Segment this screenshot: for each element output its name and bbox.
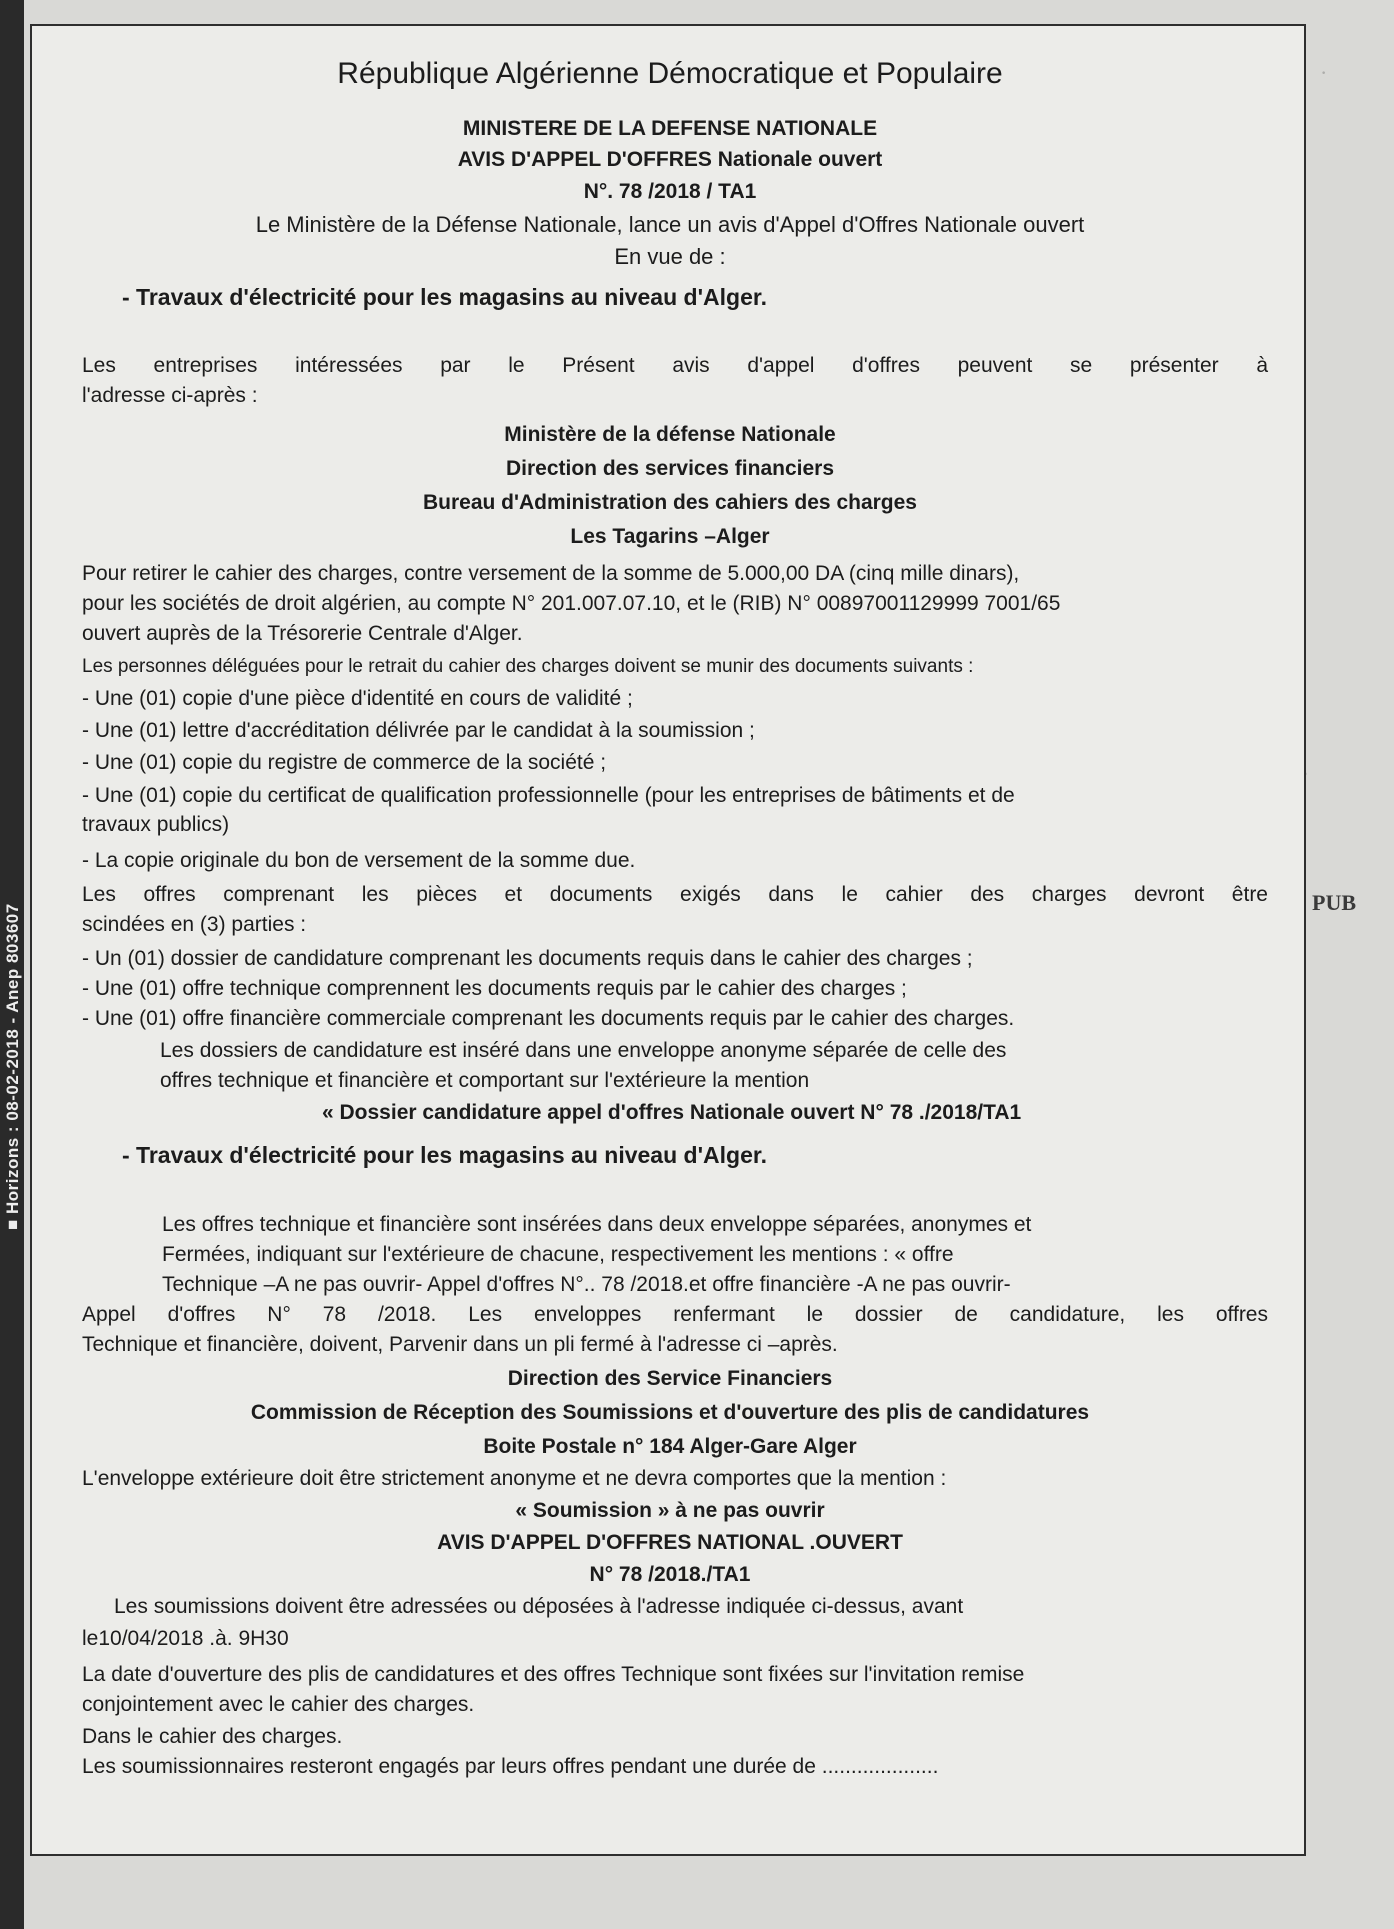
dossier-line: Les dossiers de candidature est inséré dans une enveloppe anonyme séparée de celle des (160, 1039, 1007, 1062)
address-line: Direction des services financiers (506, 457, 834, 480)
background-bleed: · (1320, 60, 1328, 85)
country-title: République Algérienne Démocratique et Populaire (337, 57, 1003, 90)
commission-title: Commission de Réception des Soumissions et d'ouverture des plis de candidatures (250, 1401, 1090, 1424)
address-line: Bureau d'Administration des cahiers des charges (423, 491, 917, 514)
side-banner-text: ■ Horizons : 08-02-2018 - Anep 803607 (3, 903, 22, 1230)
soumission-line: Les soumissions doivent être adressées ou déposées à l'adresse indiquée ci-dessus, avant (114, 1595, 964, 1618)
avis-number-2: N° 78 /2018./TA1 (589, 1563, 751, 1586)
retrait-line: ouvert auprès de la Trésorerie Centrale d'Alger. (82, 622, 523, 645)
side-banner-strip (0, 0, 24, 1929)
part-item: - Une (01) offre technique comprennent les documents requis par le cahier des charges ; (82, 977, 907, 1000)
offres-line: Les offres comprenant les pièces et documents exigés dans le cahier des charges devront être (82, 883, 1268, 906)
opening-date-line: conjointement avec le cahier des charges. (82, 1693, 475, 1716)
address-line: Ministère de la défense Nationale (504, 423, 836, 446)
address-line: Les Tagarins –Alger (570, 525, 770, 548)
doc-item: - Une (01) copie du certificat de qualification professionnelle (pour les entreprises de bâtiments et de (82, 784, 1015, 807)
dossier-line: offres technique et financière et comportant sur l'extérieure la mention (160, 1069, 810, 1092)
dossier-mention: « Dossier candidature appel d'offres Nationale ouvert N° 78 ./2018/TA1 (322, 1101, 1022, 1124)
deadline-line: le10/04/2018 .à. 9H30 (82, 1627, 289, 1650)
tender-notice (30, 24, 1306, 1856)
opening-date-line: Dans le cahier des charges. (82, 1725, 343, 1748)
offres-line-cont: scindées en (3) parties : (82, 913, 307, 936)
envelope-line: Technique et financière, doivent, Parvenir dans un pli fermé à l'adresse ci –après. (82, 1333, 838, 1356)
envelope-line: Les offres technique et financière sont insérées dans deux enveloppe séparées, anonymes et (162, 1213, 1032, 1236)
postal-box: Boite Postale n° 184 Alger-Gare Alger (483, 1435, 857, 1458)
doc-item: - Une (01) copie d'une pièce d'identité en cours de validité ; (82, 687, 633, 710)
object-line-2: - Travaux d'électricité pour les magasins au niveau d'Alger. (122, 1142, 767, 1168)
object-line: - Travaux d'électricité pour les magasins au niveau d'Alger. (122, 284, 767, 310)
ministry-title: MINISTERE DE LA DEFENSE NATIONALE (462, 117, 878, 140)
retrait-line: Pour retirer le cahier des charges, contre versement de la somme de 5.000,00 DA (cinq mille dinars), (82, 562, 1020, 585)
doc-item: - La copie originale du bon de versement de la somme due. (82, 849, 636, 872)
paragraph-1-cont: l'adresse ci-après : (82, 384, 258, 407)
envelope-exterior-line: L'enveloppe extérieure doit être strictement anonyme et ne devra comportes que la mention : (82, 1467, 947, 1490)
soumission-mention: « Soumission » à ne pas ouvrir (515, 1499, 825, 1522)
mirrored-fragment: PUB (1312, 890, 1356, 915)
doc-item: - Une (01) copie du registre de commerce de la société ; (82, 751, 607, 774)
envelope-line: Fermées, indiquant sur l'extérieure de chacune, respectivement les mentions : « offre (162, 1243, 954, 1266)
part-item: - Un (01) dossier de candidature comprenant les documents requis dans le cahier des charges ; (82, 947, 973, 970)
avis-title: AVIS D'APPEL D'OFFRES Nationale ouvert (457, 148, 883, 171)
retrait-line: pour les sociétés de droit algérien, au compte N° 201.007.07.10, et le (RIB) N° 00897001129999 7001/65 (82, 592, 1061, 615)
delegues-line: Les personnes déléguées pour le retrait du cahier des charges doivent se munir des documents suivants : (82, 656, 974, 677)
doc-item: travaux publics) (82, 813, 230, 836)
last-line: Les soumissionnaires resteront engagés par leurs offres pendant une durée de .................... (82, 1755, 939, 1778)
paragraph-1: Les entreprises intéressées par le Présent avis d'appel d'offres peuvent se présenter à (82, 354, 1268, 377)
en-vue-de: En vue de : (614, 244, 726, 269)
doc-item: - Une (01) lettre d'accréditation délivrée par le candidat à la soumission ; (82, 719, 755, 742)
avis-number: N°. 78 /2018 / TA1 (583, 180, 757, 203)
avis-title-2: AVIS D'APPEL D'OFFRES NATIONAL .OUVERT (437, 1531, 903, 1554)
part-item: - Une (01) offre financière commerciale comprenant les documents requis par le cahier des charges. (82, 1007, 1015, 1030)
envelope-line: Technique –A ne pas ouvrir- Appel d'offres N°.. 78 /2018.et offre financière -A ne pas ouvrir- (162, 1273, 1011, 1296)
envelope-line: Appel d'offres N° 78 /2018. Les enveloppes renfermant le dossier de candidature, les offres (82, 1303, 1268, 1326)
opening-date-line: La date d'ouverture des plis de candidatures et des offres Technique sont fixées sur l'invitation remise (82, 1663, 1025, 1686)
direction-title: Direction des Service Financiers (507, 1367, 833, 1390)
intro-line: Le Ministère de la Défense Nationale, lance un avis d'Appel d'Offres Nationale ouvert (255, 212, 1085, 237)
